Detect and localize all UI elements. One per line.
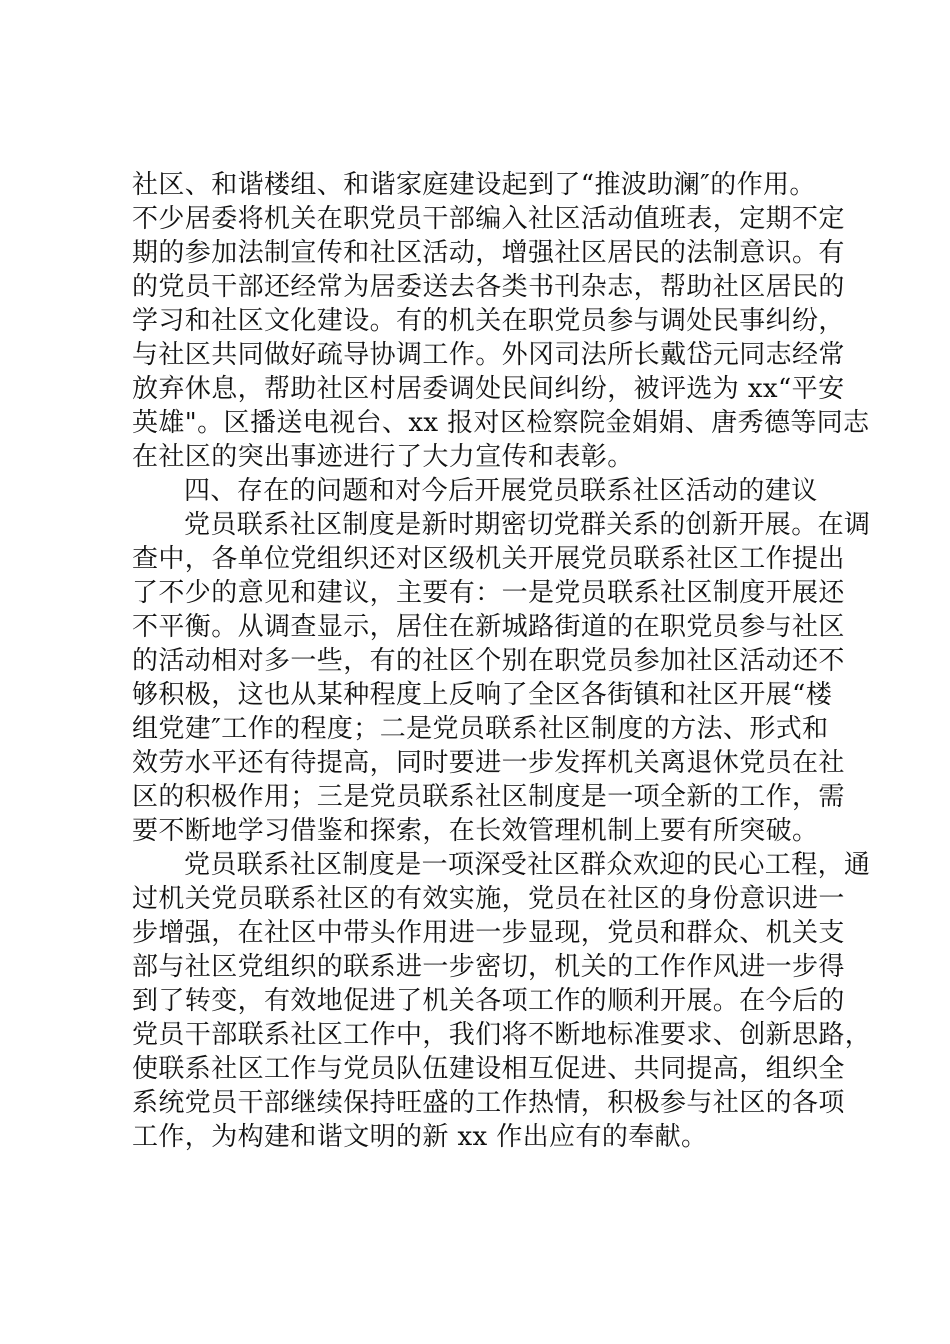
text-line: 了不少的意见和建议，主要有：一是党员联系社区制度开展还	[132, 578, 845, 608]
paragraph-problems-suggestions	[132, 508, 871, 848]
text-line: 效劳水平还有待提高，同时要进一步发挥机关离退休党员在社	[132, 748, 845, 778]
text-line: 够积极，这也从某种程度上反响了全区各街镇和社区开展“楼	[132, 680, 833, 710]
text-line: 不少居委将机关在职党员干部编入社区活动值班表，定期不定	[132, 204, 845, 234]
text-line: 到了转变，有效地促进了机关各项工作的顺利开展。在今后的	[132, 986, 845, 1016]
text-line: 的活动相对多一些，有的社区个别在职党员参加社区活动还不	[132, 646, 845, 676]
text-line: 党员联系社区制度是一项深受社区群众欢迎的民心工程，通	[184, 850, 871, 880]
text-line: 党员联系社区制度是新时期密切党群关系的创新开展。在调	[184, 510, 871, 540]
text-line: 与社区共同做好疏导协调工作。外冈司法所长戴岱元同志经常	[132, 340, 845, 370]
text-line: 系统党员干部继续保持旺盛的工作热情，积极参与社区的各项	[132, 1088, 845, 1118]
text-line: 党员干部联系社区工作中，我们将不断地标准要求、创新思路，	[132, 1020, 872, 1050]
text-line: 要不断地学习借鉴和探索，在长效管理机制上要有所突破。	[132, 816, 819, 846]
text-line: 社区、和谐楼组、和谐家庭建设起到了“推波助澜″的作用。	[132, 170, 816, 200]
text-line: 英雄"。区播送电视台、xx 报对区检察院金娟娟、唐秀德等同志	[132, 408, 870, 438]
text-line: 过机关党员联系社区的有效实施，党员在社区的身份意识进一	[132, 884, 845, 914]
document-body	[132, 168, 872, 1154]
text-line: 的党员干部还经常为居委送去各类书刊杂志，帮助社区居民的	[132, 272, 845, 302]
paragraph-continued	[132, 168, 870, 474]
paragraph-conclusion	[132, 848, 872, 1154]
text-line: 部与社区党组织的联系进一步密切，机关的工作作风进一步得	[132, 952, 845, 982]
text-line: 步增强，在社区中带头作用进一步显现，党员和群众、机关支	[132, 918, 845, 948]
text-line: 工作，为构建和谐文明的新 xx 作出应有的奉献。	[132, 1122, 708, 1152]
text-line: 不平衡。从调查显示，居住在新城路街道的在职党员参与社区	[132, 612, 845, 642]
text-line: 在社区的突出事迹进行了大力宣传和表彰。	[132, 442, 634, 472]
text-line: 组党建″工作的程度；二是党员联系社区制度的方法、形式和	[132, 714, 829, 744]
text-line: 查中，各单位党组织还对区级机关开展党员联系社区工作提出	[132, 544, 845, 574]
text-line: 使联系社区工作与党员队伍建设相互促进、共同提高，组织全	[132, 1054, 845, 1084]
text-line: 期的参加法制宣传和社区活动，增强社区居民的法制意识。有	[132, 238, 845, 268]
section-heading: 四、存在的问题和对今后开展党员联系社区活动的建议	[184, 476, 818, 506]
text-line: 放弃休息，帮助社区村居委调处民间纠纷，被评选为 xx“平安	[132, 374, 845, 404]
text-line: 学习和社区文化建设。有的机关在职党员参与调处民事纠纷，	[132, 306, 845, 336]
text-line: 区的积极作用；三是党员联系社区制度是一项全新的工作，需	[132, 782, 845, 812]
